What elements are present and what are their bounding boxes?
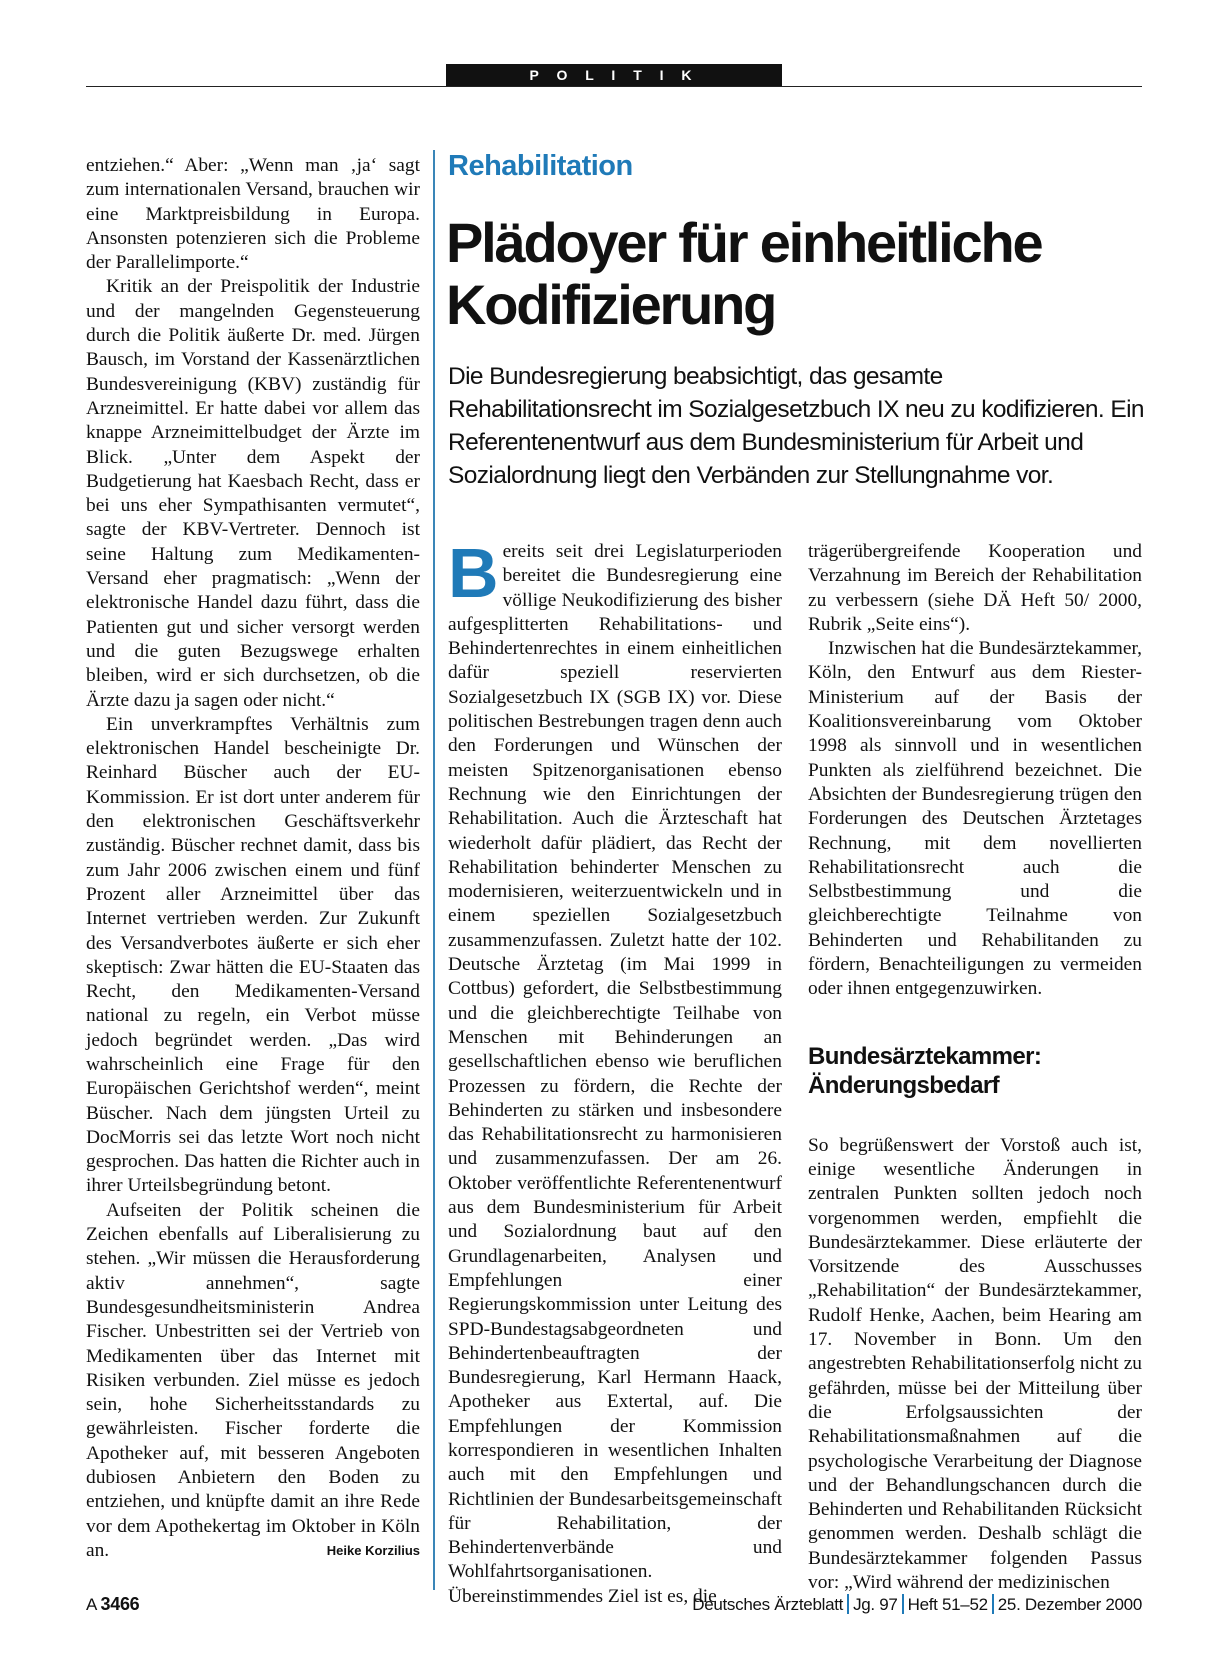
subheading: Bundesärztekammer: Änderungsbedarf	[808, 1042, 1042, 1099]
section-label: P O L I T I K	[446, 64, 782, 86]
left-paragraph	[86, 1199, 420, 1563]
article-headline: Plädoyer für einheitliche Kodifizierung	[446, 211, 1042, 336]
issue-date: 25. Dezember 2000	[997, 1595, 1142, 1614]
left-column	[86, 154, 420, 1563]
left-paragraph: Ein unverkrampftes Verhältnis zum elektronischen Handel bescheinigte Dr. Reinhard Büscher auch der EU-Kommission. Er ist dort unter anderem für den elektronischen Geschäftsverkehr zuständig. Büscher rechnet damit, dass bis zum Jahr 2006 zwischen einem und fünf Prozent aller Arzneimittel über das Internet vertrieben werden. Zur Zukunft des Versandverbotes äußerte er sich eher skeptisch: Zwar hätten die EU-Staaten das Recht, den Medikamenten-Versand national zu regeln, ein Verbot müsse jedoch begründet werden. „Das wird wahrscheinlich eine Frage für den Europäischen Gerichtshof werden“, meint Büscher. Nach dem jüngsten Urteil zu DocMorris sei das letzte Wort noch nicht gesprochen. Das hatten die Richter auch in ihrer Urteilsbegründung betont.	[86, 713, 420, 1197]
page-prefix: A	[86, 1595, 101, 1614]
separator	[992, 1594, 994, 1614]
right-column	[808, 540, 1142, 1595]
drop-cap: B	[448, 534, 499, 612]
right-paragraph: Inzwischen hat die Bundesärztekammer, Köln, den Entwurf aus dem Riester-Ministerium auf der Basis der Koalitionsvereinbarung vom Oktober 1998 als sinnvoll und in wesentlichen Punkten als zielführend bezeichnet. Die Absichten der Bundesregierung trügen den Forderungen des Deutschen Ärztetages Rechnung, mit dem novellierten Rehabilitationsrecht auch die Selbstbestimmung und die gleichberechtigte Teilnahme von Behinderten und Rehabilitanden zu fördern, Benachteiligungen zu vermeiden oder ihnen entgegenzuwirken.	[808, 638, 1142, 1000]
issue: Heft 51–52	[907, 1595, 988, 1614]
middle-column	[448, 534, 782, 1609]
middle-paragraph	[448, 534, 782, 1609]
footer-citation	[692, 1594, 1142, 1615]
article-lead: Die Bundesregierung beabsichtigt, das gesamte Rehabilitationsrecht im Sozialgesetzbuch IX neu zu kodifizieren. Ein Referentenentwurf aus dem Bundesministerium für Arbeit und Sozialordnung liegt den Verbänden zur Stellungnahme vor.	[448, 363, 1144, 489]
volume: Jg. 97	[853, 1595, 898, 1614]
separator	[902, 1594, 904, 1614]
top-rule	[86, 86, 1142, 87]
page-number: 3466	[100, 1594, 140, 1614]
column-divider	[433, 150, 435, 1590]
middle-paragraph-text: ereits seit drei Legislaturperioden bereitet die Bundesregierung eine völlige Neukodifizierung des bisher aufgesplitterten Rehabilitations- und Behindertenrechtes in einem einheitlichen dafür speziell reservierten Sozialgesetzbuch IX (SGB IX) vor. Diese politischen Bestrebungen tragen denn auch den Forderungen und Wünschen der meisten Spitzenorganisationen ebenso Rechnung wie den Einrichtungen der Rehabilitation. Auch die Ärzteschaft hat wiederholt dafür plädiert, das Recht der Rehabilitation behinderter Menschen zu modernisieren, weiterzuentwickeln und in einem speziellen Sozialgesetzbuch zusammenzufassen. Zuletzt hatte der 102. Deutsche Ärztetag (im Mai 1999 in Cottbus) gefordert, die Selbstbestimmung und die gleichberechtigte Teilhabe von Menschen mit Behinderungen an gesellschaftlichen ebenso wie beruflichen Prozessen zu fördern, die Rechte der Behinderten zu stärken und insbesondere das Rehabilitationsrecht zu harmonisieren und zusammenzufassen. Der am 26. Oktober veröffentlichte Referentenentwurf aus dem Bundesministerium für Arbeit und Sozialordnung baut auf den Grundlagenarbeiten, Analysen und Empfehlungen einer Regierungskommission unter Leitung des SPD-Bundestagsabgeordneten und Behindertenbeauftragten der Bundesregierung, Karl Hermann Haack, Apotheker aus Extertal, auf. Die Empfehlungen der Kommission korrespondieren in wesentlichen Inhalten auch mit den Empfehlungen und Richtlinien der Bundesarbeitsgemeinschaft für Rehabilitation, der Behindertenverbände und Wohlfahrtsorganisationen. Übereinstimmendes Ziel ist es, die	[448, 541, 782, 1607]
left-paragraph-text: Aufseiten der Politik scheinen die Zeichen ebenfalls auf Liberalisierung zu stehen. „Wir müssen die Herausforderung aktiv annehmen“, sagte Bundesgesundheitsministerin Andrea Fischer. Unbestritten sei der Vertrieb von Medikamenten über das Internet mit Risiken verbunden. Ziel müsse es jedoch sein, hohe Sicherheitsstandards zu gewährleisten. Fischer forderte die Apotheker auf, mit besseren Angeboten dubiosen Anbietern den Boden zu entziehen, und knüpfte damit an ihre Rede vor dem Apothekertag im Oktober in Köln an.	[86, 1199, 420, 1561]
right-paragraph: trägerübergreifende Kooperation und Verzahnung im Bereich der Rehabilitation zu verbessern (siehe DÄ Heft 50/ 2000, Rubrik „Seite eins“).	[808, 541, 1142, 635]
left-paragraph: Kritik an der Preispolitik der Industrie und der mangelnden Gegensteuerung durch die Politik äußerte Dr. med. Jürgen Bausch, im Vorstand der Kassenärztlichen Bundesvereinigung (KBV) zuständig für Arzneimittel. Er hatte dabei vor allem das knappe Arzneimittelbudget der Ärzte im Blick. „Unter dem Aspekt der Budgetierung hat Kaesbach Recht, dass er bei uns eher Sympathisanten vermutet“, sagte der KBV-Vertreter. Dennoch ist seine Haltung zum Medikamenten-Versand eher pragmatisch: „Wenn der elektronische Handel dazu führt, dass die Patienten gut und sicher versorgt werden und die guten Bezugswege erhalten bleiben, wird er sich durchsetzen, ob die Ärzte dazu ja sagen oder nicht.“	[86, 276, 420, 711]
footer-page-number	[86, 1594, 139, 1615]
left-paragraph: entziehen.“ Aber: „Wenn man ‚ja‘ sagt zum internationalen Versand, brauchen wir eine Marktpreisbildung in Europa. Ansonsten potenzieren sich die Probleme der Parallelimporte.“	[86, 155, 420, 274]
right-paragraph: So begrüßenswert der Vorstoß auch ist, einige wesentliche Änderungen in zentralen Punkten sollten jedoch noch vorgenommen werden, empfiehlt die Bundesärztekammer. Diese erläuterte der Vorsitzende des Ausschusses „Rehabilitation“ der Bundesärztekammer, Rudolf Henke, Aachen, beim Hearing am 17. November in Bonn. Um den angestrebten Rehabilitationserfolg nicht zu gefährden, müsse bei der Mitteilung über die Erfolgsaussichten der Rehabilitationsmaßnahmen auf die psychologische Verarbeitung der Diagnose und der Behandlungschancen durch die Behinderten und Rehabilitanden Rücksicht genommen werden. Deshalb schlägt die Bundesärztekammer folgenden Passus vor: „Wird während der medizinischen	[808, 1134, 1142, 1593]
journal-name: Deutsches Ärzteblatt	[692, 1595, 844, 1614]
article-kicker: Rehabilitation	[448, 150, 633, 182]
separator	[847, 1594, 849, 1614]
byline: Heike Korzilius	[326, 1542, 420, 1558]
